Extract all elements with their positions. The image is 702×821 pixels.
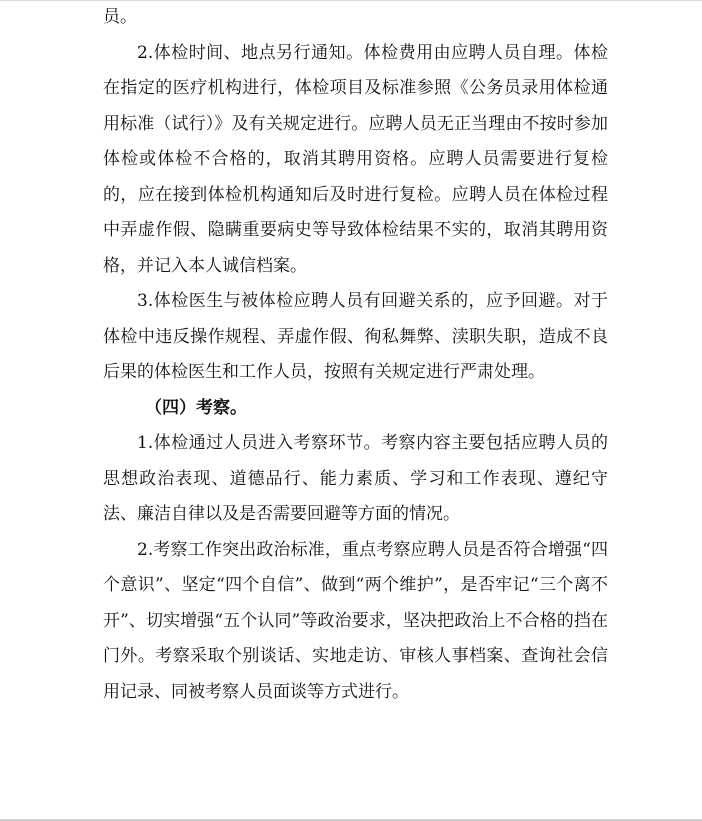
paragraph-physical-exam-item-3: 3.体检医生与被体检应聘人员有回避关系的，应予回避。对于体检中违反操作规程、弄虚作假、徇私舞弊、渎职失职，造成不良后果的体检医生和工作人员，按照有关规定进行严肃处理。 xyxy=(103,291,608,382)
document-body xyxy=(103,0,608,710)
paragraph-continuation: 员。 xyxy=(103,7,137,27)
paragraph-inspection-item-2: 2.考察工作突出政治标准，重点考察应聘人员是否符合增强“四个意识”、坚定“四个自信”、做到“两个维护”，是否牢记“三个离不开”、切实增强“五个认同”等政治要求，坚决把政治上不合格的挡在门外。考察采取个别谈话、实地走访、审核人事档案、查询社会信用记录、同被考察人员面谈等方式进行。 xyxy=(103,539,608,702)
section-heading-inspection: （四）考察。 xyxy=(145,397,247,418)
paragraph-inspection-item-1: 1.体检通过人员进入考察环节。考察内容主要包括应聘人员的思想政治表现、道德品行、能力素质、学习和工作表现、遵纪守法、廉洁自律以及是否需要回避等方面的情况。 xyxy=(103,433,608,524)
paragraph-physical-exam-item-2: 2.体检时间、地点另行通知。体检费用由应聘人员自理。体检在指定的医疗机构进行，体检项目及标准参照《公务员录用体检通用标准（试行）》及有关规定进行。应聘人员无正当理由不按时参加体检或体检不合格的，取消其聘用资格。应聘人员需要进行复检的，应在接到体检机构通知后及时进行复检。应聘人员在体检过程中弄虚作假、隐瞒重要病史等导致体检结果不实的，取消其聘用资格，并记入本人诚信档案。 xyxy=(103,42,608,276)
